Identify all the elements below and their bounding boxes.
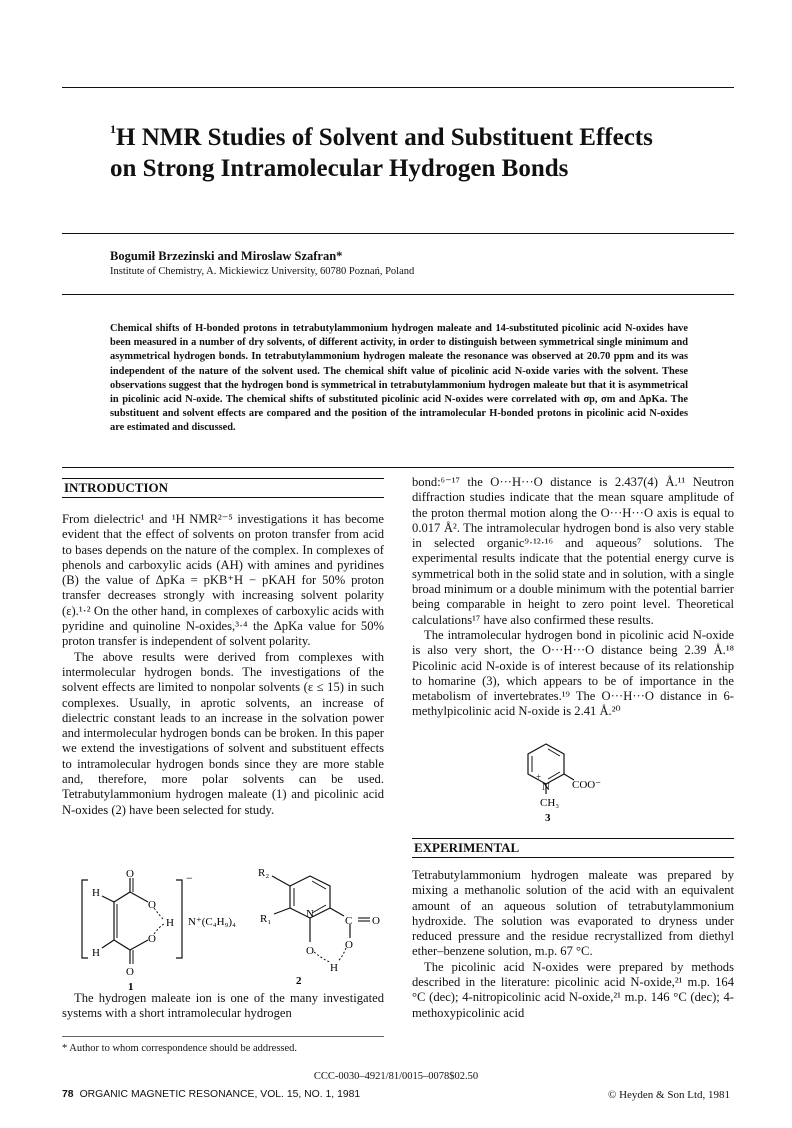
experimental-body: [412, 868, 734, 1021]
structure-2-label: 2: [296, 975, 302, 987]
title-superscript: 1: [110, 122, 116, 136]
article-title: [110, 114, 670, 184]
structure-1-label: 1: [128, 981, 134, 993]
structure-figure-1-2: [62, 868, 384, 998]
intro-paragraph-1: From dielectric¹ and ¹H NMR²⁻⁵ investigations it has become evident that the effect of solvents on proton transfer from acid to bases depends on the nature of the complex. In complexes of phenols and carboxylic acids (AH) with amines and pyridines (B) the value of ΔpKa = pKB⁺H − pKAH for 50% proton transfer decreases strongly with increasing solvent polarity (ε).¹·² On the other hand, in complexes of carboxylic acids with pyridine and quinoline N-oxides,³·⁴ the ΔpKa value for 50% proton transfer is independent of solvent polarity.: [62, 512, 384, 649]
structure-1-o-right-bottom: O: [148, 933, 156, 945]
intro-paragraph-2: The above results were derived from complexes with intermolecular hydrogen bonds. The investigations of the solvent effects are limited to nonpolar solvents (ε ≤ 15) in such complexes. Usually, in aprotic solvents, an increase of dielectric constant leads to an increase in the solvation power and intermolecular hydrogen bonds can be broken. In this paper we extend the investigations of solvent and substituent effects to intramolecular hydrogen bonds since they are more stable and, therefore, more polar solvents can be used. Tetrabutylammonium hydrogen maleate (1) and picolinic acid N-oxides (2) have been selected for study.: [62, 649, 384, 817]
intro-rule-top: [62, 478, 384, 479]
introduction-body-end: [62, 991, 384, 1022]
structure-3-coo: COO⁻: [572, 779, 602, 791]
structure-1-h-bond: H: [166, 917, 174, 929]
structure-2-h: H: [330, 962, 338, 974]
structure-3-plus: +: [536, 772, 542, 782]
structure-1-minus: −: [186, 871, 193, 885]
introduction-heading: INTRODUCTION: [64, 480, 169, 495]
abstract-rule: [62, 467, 734, 468]
authors: Bogumił Brzezinski and Miroslaw Szafran*: [110, 249, 343, 263]
structure-2-n: N: [306, 908, 314, 920]
structure-1-cation: N⁺(C₄H₉)₄: [188, 916, 236, 928]
structure-2-r1: R₁: [260, 913, 272, 925]
exp-rule-bottom: [412, 857, 734, 858]
page-number: 78: [62, 1089, 74, 1100]
structure-1-o-right-top: O: [148, 899, 156, 911]
journal-line: [62, 1089, 360, 1100]
top-rule: [62, 87, 734, 88]
title-text: H NMR Studies of Solvent and Substituent Effects on Strong Intramolecular Hydrogen Bonds: [110, 124, 653, 182]
experimental-paragraph-1: Tetrabutylammonium hydrogen maleate was prepared by mixing a methanolic solution of the acid with an equivalent amount of an aqueous solution of tetrabutylammonium hydroxide. The solution was evaporated to dryness under reduced pressure and the residue recrystallized from diethyl ether–benzene solution, m.p. 67 °C.: [412, 868, 734, 959]
experimental-paragraph-2: The picolinic acid N-oxides were prepared by methods described in the literature: picolinic acid N-oxide,²¹ m.p. 164 °C (dec); 4-nitropicolinic acid N-oxide,²¹ m.p. 146 °C (dec); 4-methoxypicolinic acid: [412, 959, 734, 1020]
structure-1-h-top: H: [92, 887, 100, 899]
right-column-top: [412, 475, 734, 720]
ccc-code: CCC-0030–4921/81/0015–0078$02.50: [313, 1071, 479, 1082]
structure-3-label: 3: [545, 812, 551, 824]
intro-paragraph-3: The hydrogen maleate ion is one of the many investigated systems with a short intramolecular hydrogen: [62, 991, 384, 1021]
exp-rule-top: [412, 838, 734, 839]
structure-2-r2: R₂: [258, 868, 270, 879]
copyright: © Heyden & Son Ltd, 1981: [607, 1089, 730, 1101]
structure-3-ch3: CH₃: [540, 797, 560, 809]
correspondence-footnote: * Author to whom correspondence should be addressed.: [62, 1043, 298, 1054]
intro-rule-bottom: [62, 497, 384, 498]
abstract: Chemical shifts of H-bonded protons in tetrabutylammonium hydrogen maleate and 14-substituted picolinic acid N-oxides have been measured in a number of dry solvents, of different activity, in order to distinguish between symmetrical single minimum and asymmetrical hydrogen bonds. In tetrabutylammonium hydrogen maleate the resonance was observed at 20.70 ppm and its was independent of the nature of the solvent used. The chemical shift value of picolinic acid N-oxide varies with the solvent. These observations suggest that the hydrogen bond is symmetrical in tetrabutylammonium hydrogen maleate but that it is asymmetrical in picolinic acid N-oxide. The chemical shifts of substituted picolinic acid N-oxides were correlated with σp, σm and ΔpKa. The substituent and solvent effects are compared and the position of the intramolecular H-bonded protons in picolinic acid N-oxides are estimated and discussed.: [110, 323, 688, 434]
affiliation: Institute of Chemistry, A. Mickiewicz University, 60780 Poznań, Poland: [110, 266, 415, 277]
journal-citation: ORGANIC MAGNETIC RESONANCE, VOL. 15, NO. 1, 1981: [79, 1089, 361, 1100]
structure-1-h-bottom: H: [92, 947, 100, 959]
right-paragraph-2: The intramolecular hydrogen bond in picolinic acid N-oxide is also very short, the O···H···O distance being 2.39 Å.¹⁸ Picolinic acid N-oxide is of interest because of its relationship to homarine (3), which appears to be of importance in the metabolism of invertebrates.¹⁹ The O···H···O distance in 6-methylpicolinic acid N-oxide is 2.41 Å.²⁰: [412, 627, 734, 719]
introduction-body: [62, 512, 384, 818]
right-paragraph-1: bond:⁶⁻¹⁷ the O···H···O distance is 2.437(4) Å.¹¹ Neutron diffraction studies indicate that the mean square amplitude of the proton thermal motion along the O···H···O axis is equal to 0.017 Å². The intramolecular hydrogen bond is also very stable in selected organic⁹·¹²·¹⁶ and aqueous⁷ solutions. The experimental results indicate that the potential energy curve is symmetrical both in the solid state and in solution, with a single broad minimum or a double minimum with the potential barrier being comparable in height to zero point level. Theoretical calculations¹⁷ have also confirmed these results.: [412, 475, 734, 627]
footnote-rule: [62, 1036, 384, 1037]
experimental-heading: EXPERIMENTAL: [414, 840, 520, 855]
structure-2-o-double: O: [372, 915, 380, 927]
structure-figure-3: [512, 740, 652, 824]
structure-3-n: N: [542, 781, 550, 793]
structure-2-o-acid: O: [345, 939, 353, 951]
structure-1-o-bottom: O: [126, 966, 134, 978]
structure-1-o-top: O: [126, 868, 134, 880]
affiliation-rule: [62, 294, 734, 295]
title-rule: [62, 233, 734, 234]
structure-2-o-n: O: [306, 945, 314, 957]
structure-2-c: C: [345, 915, 353, 927]
